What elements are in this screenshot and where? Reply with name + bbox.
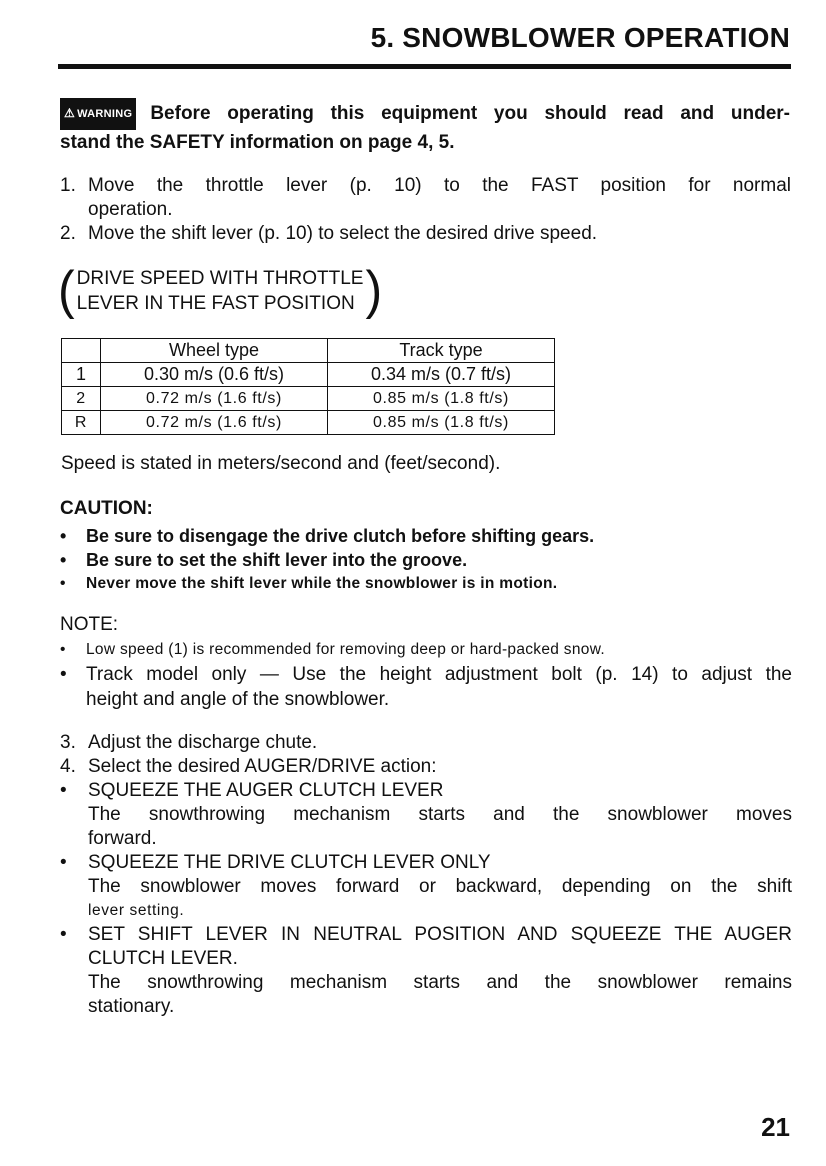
drive-speed-heading-line-1: DRIVE SPEED WITH THROTTLE bbox=[76, 268, 364, 289]
warning-symbol-icon: ⚠ bbox=[64, 106, 76, 120]
table-cell: 0.34 m/s (0.7 ft/s) bbox=[328, 363, 555, 387]
action-heading-line-2: CLUTCH LEVER. bbox=[88, 948, 238, 969]
warning-badge-label: WARNING bbox=[77, 108, 133, 120]
step-2-text: Move the shift lever (p. 10) to select the desired drive speed. bbox=[88, 223, 598, 244]
bullet-icon: • bbox=[60, 526, 67, 546]
table-header-cell: Track type bbox=[328, 339, 555, 363]
table-cell: 0.72 m/s (1.6 ft/s) bbox=[101, 387, 328, 411]
list-item bbox=[60, 524, 790, 548]
table-header-cell: Wheel type bbox=[101, 339, 328, 363]
list-item bbox=[60, 851, 792, 923]
note-item-line-1: Track model only — Use the height adjustment bolt (p. 14) to adjust the bbox=[86, 664, 792, 685]
note-block bbox=[60, 614, 792, 712]
warning-text-2: stand the SAFETY information on page 4, 5. bbox=[60, 132, 455, 153]
table-cell: R bbox=[62, 411, 101, 435]
list-item bbox=[60, 662, 792, 712]
page-title: 5. SNOWBLOWER OPERATION bbox=[370, 22, 790, 53]
step-1 bbox=[60, 174, 791, 222]
caution-item: Be sure to disengage the drive clutch before shifting gears. bbox=[86, 526, 595, 546]
action-heading-line-1: SET SHIFT LEVER IN NEUTRAL POSITION AND SQUEEZE THE AUGER bbox=[88, 924, 792, 945]
step-2 bbox=[60, 222, 791, 246]
bullet-icon: • bbox=[60, 924, 67, 945]
speed-table bbox=[61, 338, 555, 435]
table-cell: 2 bbox=[62, 387, 101, 411]
step-number: 3. bbox=[60, 732, 76, 753]
table-cell: 0.30 m/s (0.6 ft/s) bbox=[101, 363, 328, 387]
bullet-icon: • bbox=[60, 780, 67, 801]
warning-text-1: Before operating this equipment you should read and under- bbox=[150, 103, 790, 124]
step-3-text: Adjust the discharge chute. bbox=[88, 732, 318, 753]
list-item bbox=[60, 638, 792, 662]
step-number: 4. bbox=[60, 756, 76, 777]
step-4 bbox=[60, 755, 792, 779]
bullet-icon: • bbox=[60, 641, 66, 658]
table-row bbox=[62, 387, 555, 411]
warning-line-1 bbox=[60, 98, 790, 130]
table-row bbox=[62, 411, 555, 435]
step-1-line-2: operation. bbox=[88, 199, 173, 220]
bullet-icon: • bbox=[60, 550, 67, 570]
warning-block bbox=[60, 98, 790, 155]
step-number: 2. bbox=[60, 223, 76, 244]
note-heading: NOTE: bbox=[60, 614, 119, 635]
table-header-cell bbox=[62, 339, 101, 363]
drive-speed-heading bbox=[58, 260, 383, 320]
action-text-line-2: forward. bbox=[88, 828, 157, 849]
action-text-line-2: lever setting. bbox=[88, 902, 185, 919]
caution-block bbox=[60, 498, 790, 596]
action-text-line-2: stationary. bbox=[88, 996, 175, 1017]
action-heading: SQUEEZE THE AUGER CLUTCH LEVER bbox=[88, 780, 444, 801]
list-item bbox=[60, 548, 790, 572]
speed-units-note: Speed is stated in meters/second and (feet/second). bbox=[61, 453, 501, 474]
list-item bbox=[60, 923, 792, 1019]
table-cell: 1 bbox=[62, 363, 101, 387]
table-row bbox=[62, 363, 555, 387]
right-bracket: ) bbox=[365, 260, 383, 320]
action-text-line-1: The snowblower moves forward or backward, depending on the shift bbox=[88, 876, 792, 897]
note-item-line-2: height and angle of the snowblower. bbox=[86, 689, 390, 710]
table-header-row bbox=[62, 339, 555, 363]
step-1-line-1: Move the throttle lever (p. 10) to the FAST position for normal bbox=[88, 175, 791, 196]
note-item: Low speed (1) is recommended for removing deep or hard-packed snow. bbox=[86, 641, 605, 658]
list-item bbox=[60, 572, 790, 596]
table-cell: 0.85 m/s (1.8 ft/s) bbox=[328, 411, 555, 435]
step-4-text: Select the desired AUGER/DRIVE action: bbox=[88, 756, 437, 777]
table-cell: 0.85 m/s (1.8 ft/s) bbox=[328, 387, 555, 411]
left-bracket: ( bbox=[58, 260, 75, 320]
caution-item: Be sure to set the shift lever into the groove. bbox=[86, 550, 468, 570]
caution-heading: CAUTION: bbox=[60, 498, 153, 519]
bullet-icon: • bbox=[60, 852, 67, 873]
bullet-icon: • bbox=[60, 664, 67, 685]
steps-list-a bbox=[60, 174, 791, 246]
step-number: 1. bbox=[60, 175, 76, 196]
action-text-line-1: The snowthrowing mechanism starts and the snowblower moves bbox=[88, 804, 792, 825]
step-3 bbox=[60, 731, 792, 755]
bullet-icon: • bbox=[60, 575, 66, 592]
drive-speed-heading-line-2: LEVER IN THE FAST POSITION bbox=[76, 293, 355, 314]
title-rule bbox=[58, 64, 791, 69]
action-heading: SQUEEZE THE DRIVE CLUTCH LEVER ONLY bbox=[88, 852, 491, 873]
warning-badge bbox=[60, 98, 136, 130]
table-cell: 0.72 m/s (1.6 ft/s) bbox=[101, 411, 328, 435]
page-number: 21 bbox=[761, 1112, 790, 1142]
action-text-line-1: The snowthrowing mechanism starts and the snowblower remains bbox=[88, 972, 792, 993]
list-item bbox=[60, 779, 792, 851]
steps-list-b bbox=[60, 731, 792, 1019]
caution-item: Never move the shift lever while the snowblower is in motion. bbox=[86, 575, 558, 592]
